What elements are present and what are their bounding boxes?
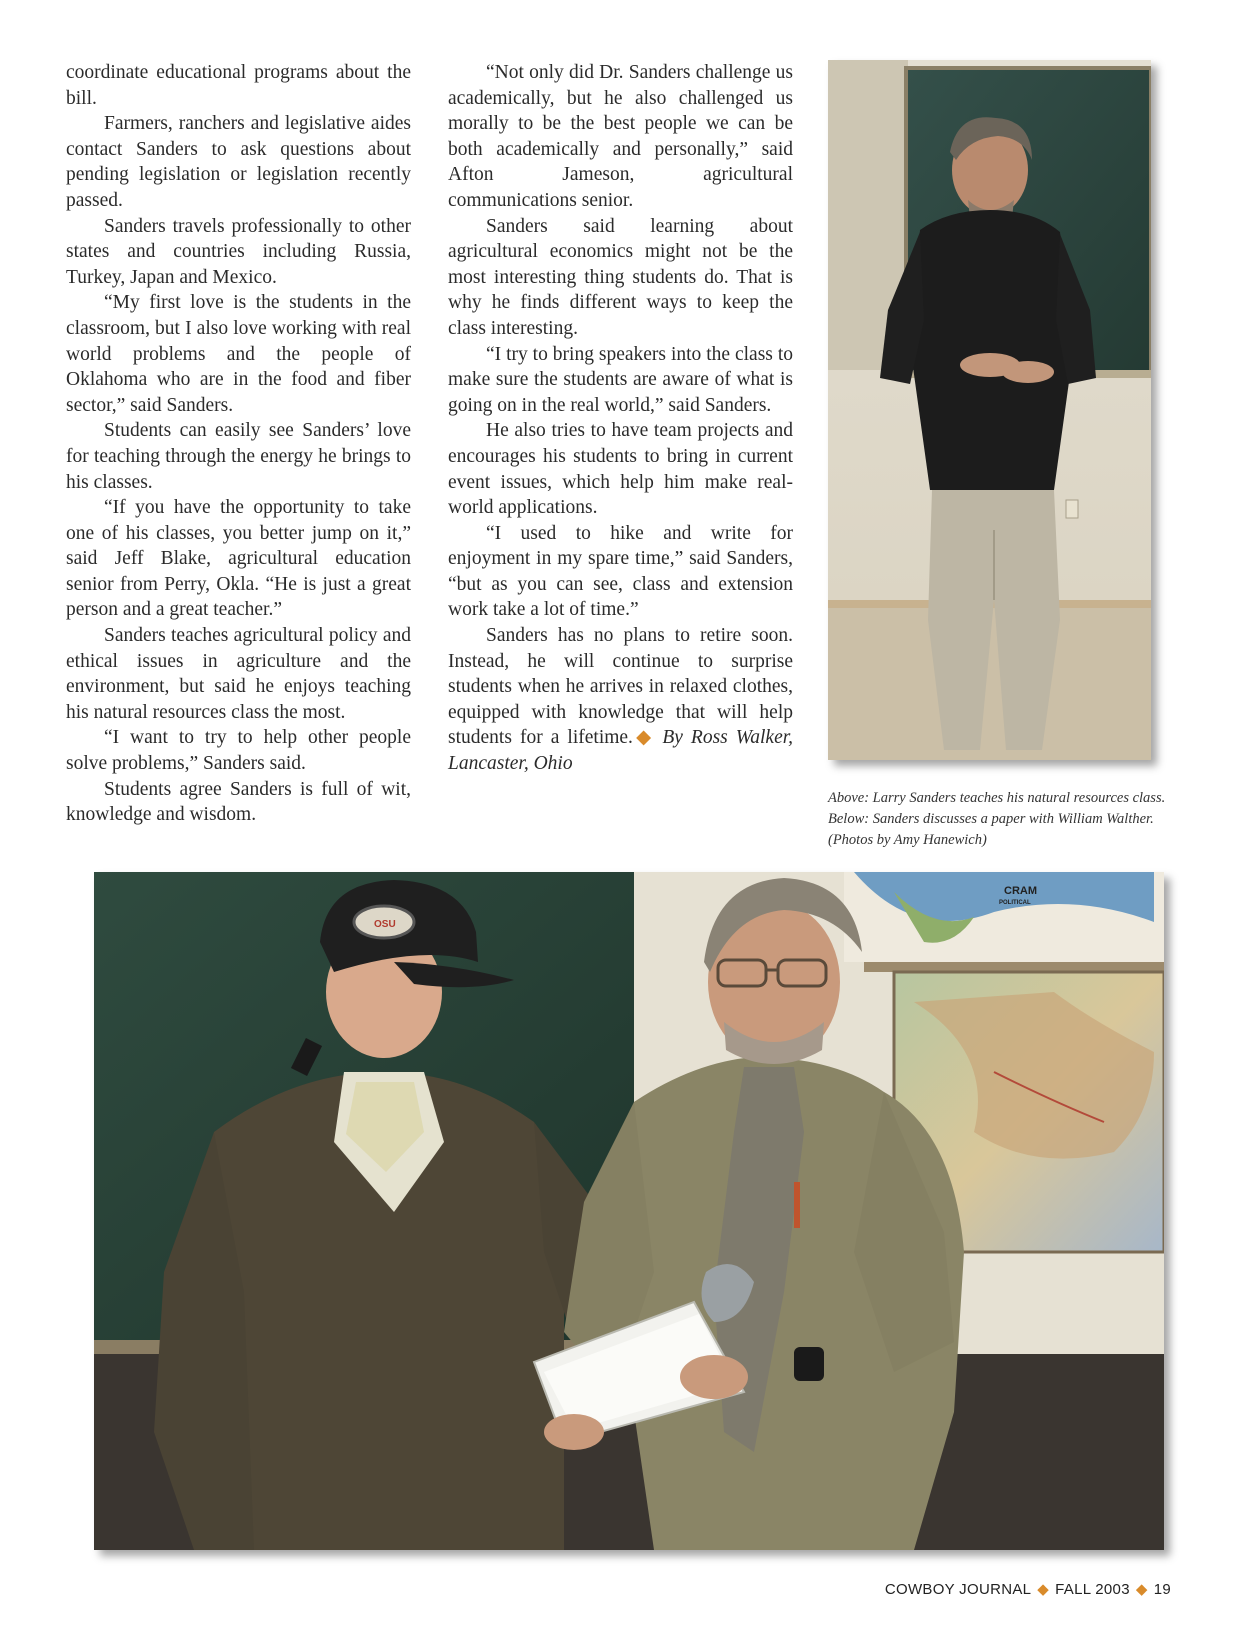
paragraph: Students can easily see Sanders’ love for teaching through the energy he brings to his classes. bbox=[66, 420, 411, 493]
paragraph: “Not only did Dr. Sanders challenge us academically, but he also challenged us morally to be the best people we can be both academically and personally,” said Afton Jameson, agricultural communications senior. bbox=[448, 62, 793, 211]
map-label-political: POLITICAL bbox=[999, 900, 1031, 906]
paragraph: “If you have the opportunity to take one of his classes, you better jump on it,” said Jeff Blake, agricultural education senior from Perry, Okla. “He is just a great person and a great teacher.” bbox=[66, 497, 411, 621]
paragraph: coordinate educational programs about the bill. bbox=[66, 62, 411, 109]
paragraph: Sanders teaches agricultural policy and ethical issues in agriculture and the environment, but said he enjoys teaching his natural resources class the most. bbox=[66, 625, 411, 723]
article-column-1 bbox=[66, 60, 411, 828]
paragraph: “I used to hike and write for enjoyment in my spare time,” said Sanders, “but as you can see, class and extension work take a lot of time.” bbox=[448, 522, 793, 621]
article-column-2 bbox=[448, 60, 793, 777]
paragraph: “I try to bring speakers into the class to make sure the students are aware of what is going on in the real world,” said Sanders. bbox=[448, 343, 793, 416]
lecturer-photo-illustration bbox=[828, 60, 1151, 760]
paragraph: “I want to try to help other people solve problems,” Sanders said. bbox=[66, 727, 411, 775]
paragraph: Sanders travels professionally to other states and countries including Russia, Turkey, Japan and Mexico. bbox=[66, 215, 411, 288]
footer-publication: COWBOY JOURNAL bbox=[884, 1581, 1032, 1598]
closing-text: Sanders has no plans to retire soon. Instead, he will continue to surprise students when he arrives in relaxed clothes, equipped with knowledge that will help students for a lifetime. bbox=[448, 625, 793, 749]
map-label-cram: CRAM bbox=[1004, 885, 1037, 897]
paragraph: Farmers, ranchers and legislative aides contact Sanders to ask questions about pending legislation or legislation recently passed. bbox=[66, 113, 411, 211]
photo-caption: Above: Larry Sanders teaches his natural resources class. Below: Sanders discusses a paper with William Walther. (Photos by Amy Hanewich) bbox=[828, 790, 1166, 848]
page-footer bbox=[885, 1580, 1171, 1598]
paragraph: Students agree Sanders is full of wit, knowledge and wisdom. bbox=[66, 778, 411, 826]
discussion-photo-illustration bbox=[94, 872, 1164, 1550]
paragraph: He also tries to have team projects and encourages his students to bring in current event issues, which help him make real-world applications. bbox=[448, 420, 793, 519]
footer-issue: FALL 2003 bbox=[1055, 1581, 1130, 1598]
closing-paragraph bbox=[448, 623, 793, 777]
paragraph: Sanders said learning about agricultural economics might not be the most interesting thing students do. That is why he finds different ways to keep the class interesting. bbox=[448, 215, 793, 339]
photo-discussion bbox=[94, 872, 1164, 1550]
end-mark-icon: ◆ bbox=[632, 727, 655, 749]
cap-logo-text: OSU bbox=[374, 919, 396, 930]
separator-diamond-icon: ◆ bbox=[1135, 1581, 1148, 1598]
page-number: 19 bbox=[1153, 1581, 1171, 1598]
byline: By Ross Walker, Lancaster, Ohio bbox=[448, 727, 794, 775]
separator-diamond-icon: ◆ bbox=[1037, 1581, 1050, 1598]
paragraph: “My first love is the students in the classroom, but I also love working with real world problems and the people of Oklahoma who are in the food and fiber sector,” said Sanders. bbox=[66, 292, 411, 416]
photo-lecturer bbox=[828, 60, 1151, 760]
